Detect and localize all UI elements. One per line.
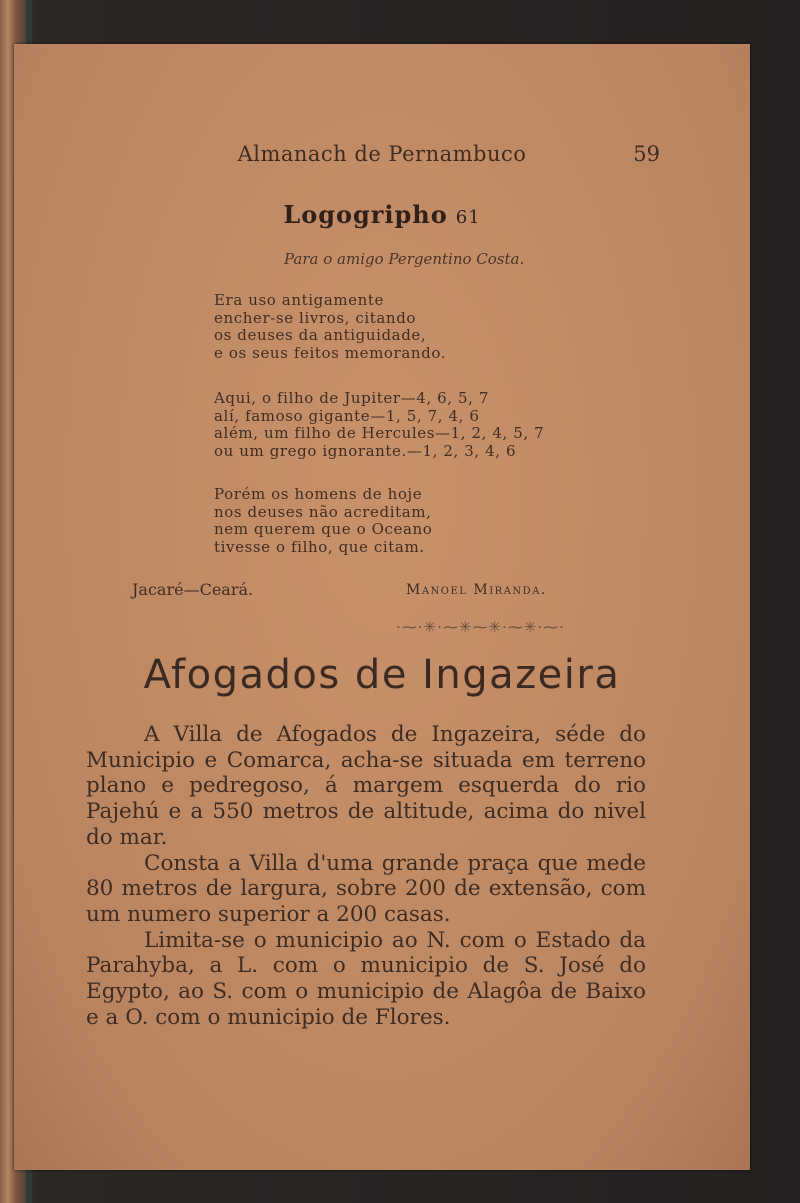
verse-line: encher-se livros, citando — [214, 308, 417, 327]
puzzle-number: 61 — [455, 207, 481, 228]
article-paragraph: A Villa de Afogados de Ingazeira, séde do Municipio e Comarca, acha-se situada em terreno plano e pedregoso, á margem esquerda do rio Pajehú e a 550 metros de altitude, acima do nivel do mar. — [86, 722, 646, 850]
verse-line: nos deuses não acreditam, — [214, 502, 432, 521]
running-head-title: Almanach de Pernambuco — [237, 142, 527, 166]
article-body — [86, 722, 646, 1030]
verse-stanza-1 — [214, 292, 674, 362]
verse-line: tivesse o filho, que citam. — [214, 537, 425, 556]
verse-line: Aqui, o filho de Jupiter—4, 6, 5, 7 — [214, 389, 490, 407]
article-title: Afogados de Ingazeira — [143, 652, 621, 698]
section-ornament: ·⁓·✳·⁓✳⁓✳·⁓✳·⁓· — [396, 618, 565, 636]
puzzle-title — [14, 200, 750, 229]
puzzle-place: Jacaré—Ceará. — [132, 580, 254, 599]
verse-line: alí, famoso gigante—1, 5, 7, 4, 6 — [214, 406, 480, 425]
verse-stanza-2 — [214, 390, 674, 460]
puzzle-dedication: Para o amigo Pergentino Costa. — [284, 250, 525, 268]
verse-line: e os seus feitos memorando. — [214, 343, 447, 362]
puzzle-title-text: Logogripho — [283, 200, 448, 229]
page-number: 59 — [633, 142, 660, 166]
running-head — [14, 142, 750, 172]
verse-stanza-3 — [214, 486, 674, 556]
verse-line: Porém os homens de hoje — [214, 485, 423, 503]
verse-line: Era uso antigamente — [214, 291, 385, 309]
article-paragraph: Limita-se o municipio ao N. com o Estado da Parahyba, a L. com o municipio de S. José do Egypto, ao S. com o municipio de Alagôa de Baixo e a O. com o municipio de Flores. — [86, 927, 646, 1030]
verse-line: ou um grego ignorante.—1, 2, 3, 4, 6 — [214, 441, 517, 460]
puzzle-author: Manoel Miranda. — [406, 582, 547, 598]
verse-line: além, um filho de Hercules—1, 2, 4, 5, 7 — [214, 424, 545, 442]
verse-line: nem querem que o Oceano — [214, 520, 433, 538]
article-paragraph: Consta a Villa d'uma grande praça que mede 80 metros de largura, sobre 200 de extensão, com um numero superior a 200 casas. — [86, 850, 646, 927]
verse-line: os deuses da antiguidade, — [214, 326, 427, 344]
book-page — [14, 44, 750, 1170]
